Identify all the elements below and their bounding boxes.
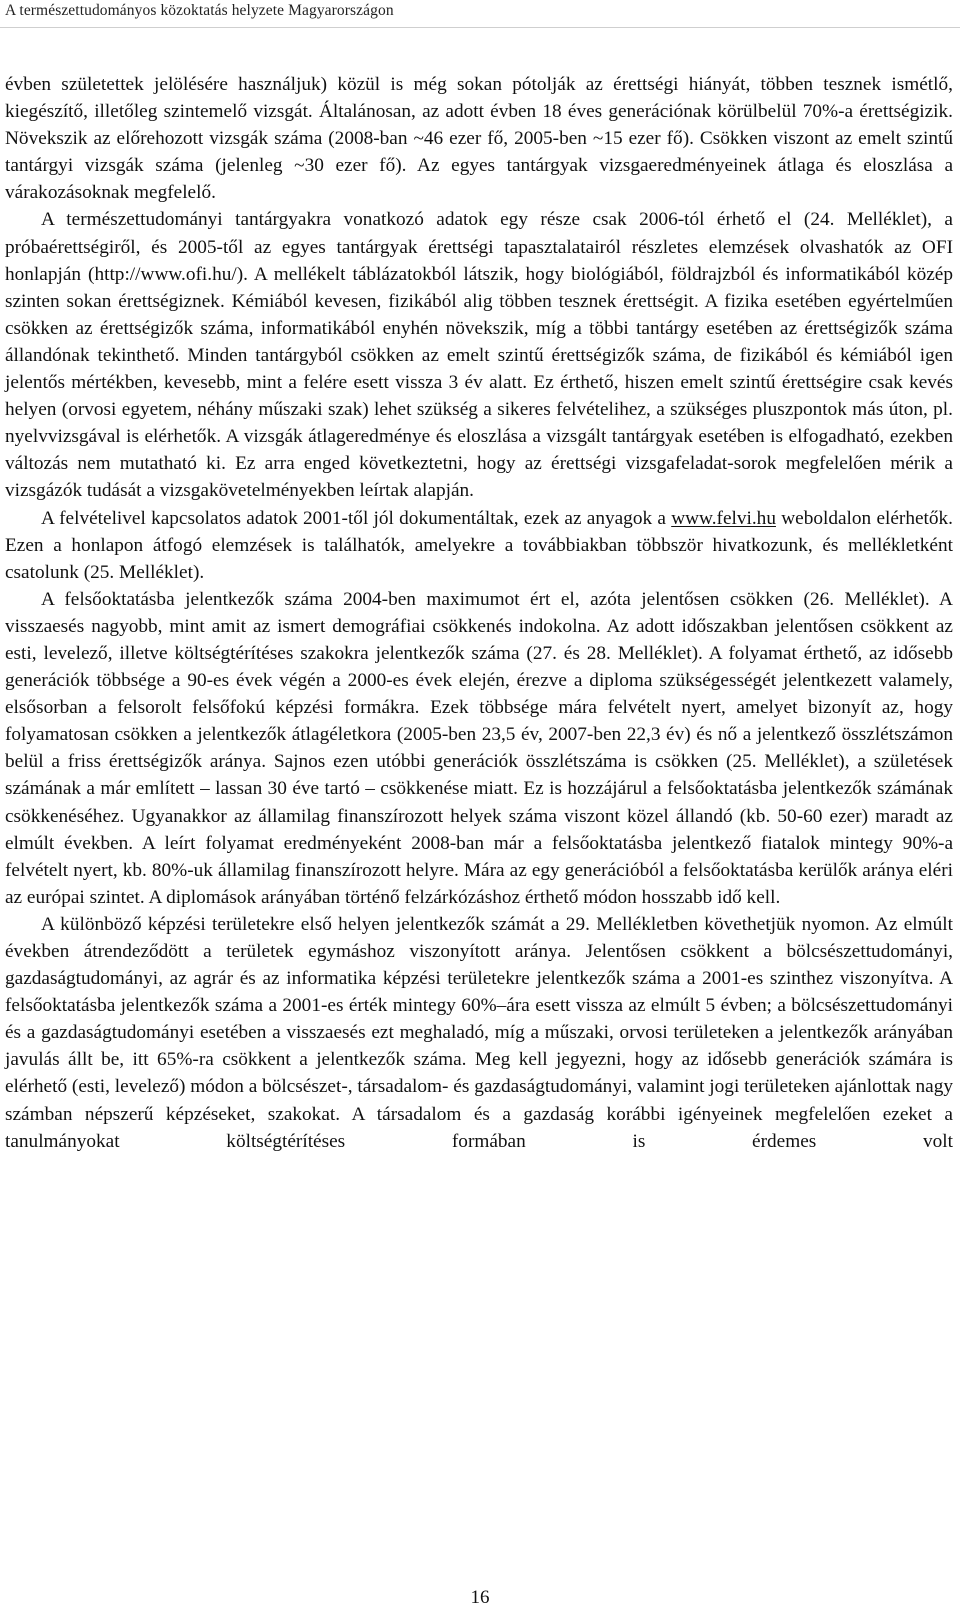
- paragraph-text: A felvételivel kapcsolatos adatok 2001-től jól dokumentáltak, ezek az anyagok a: [41, 507, 672, 529]
- paragraph: A természettudományi tantárgyakra vonatkozó adatok egy része csak 2006-tól érhető el (24. Melléklet), a próbaérettségiről, és 2005-től az egyes tantárgyak érettségi tapasztalatairól részletes elemzések olvashatók az OFI honlapján (http://www.ofi.hu/). A mellékelt táblázatokból látszik, hogy biológiából, földrajzból és informatikából közép szinten sokan érettségiznek. Kémiából kevesen, fizikából alig többen tesznek érettségit. A fizika esetében egyértelműen csökken az érettségizők száma, informatikából enyhén növekszik, míg a többi tantárgy esetében az érettségizők száma állandónak tekinthető. Minden tantárgyból csökken az emelt szintű érettségizők száma, de fizikából és kémiából igen jelentős mértékben, kevesebb, mint a felére esett vissza 3 év alatt. Ez érthető, hiszen emelt szintű érettségire csak kevés helyen (orvosi egyetem, néhány műszaki szak) lehet szükség a sikeres felvételihez, a szükséges pluszpontok más úton, pl. nyelvvizsgával is elérhetők. A vizsgák átlageredménye és eloszlása a vizsgált tantárgyak esetében is elfogadható, ezekben változás nem mutatható ki. Ez arra enged következtetni, hogy az érettségi vizsgafeladat-sorok megfelelően mérik a vizsgázók tudását a vizsgakövetelményekben leírtak alapján.: [5, 209, 953, 502]
- paragraph: [5, 505, 953, 586]
- paragraph: A különböző képzési területekre első helyen jelentkezők számát a 29. Mellékletben követhetjük nyomon. Az elmúlt években átrendeződött a területek egymáshoz viszonyított aránya. Jelentősen csökkent a bölcsészettudományi, gazdaságtudományi, az agrár és az informatika képzési területekre jelentkezők száma a 2001-es szinthez viszonyítva. A felsőoktatásba jelentkezők száma a 2001-es érték mintegy 60%–ára esett vissza az elmúlt 5 évben; a bölcsészettudományi és a gazdaságtudományi esetében a visszaesés ezt meghaladó, míg a műszaki, orvosi területeken a jelentkezők arányában javulás állt be, itt 65%-ra csökkent a jelentkezők száma. Meg kell jegyezni, hogy az idősebb generációk számára is elérhető (esti, levelező) módon a bölcsészet-, társadalom- és gazdaságtudományi, valamint jogi területeken ajánlottak nagy számban népszerű képzéseket, szakokat. A társadalom és a gazdaság korábbi igényeinek megfelelően ezeket a tanulmányokat költségtérítéses formában is érdemes volt: [5, 913, 953, 1152]
- paragraph-text: weboldalon elérhetők. Ezen a honlapon átfogó elemzések is találhatók, amelyekre a továbbiakban többször hivatkozunk, és mellékletként csatolunk (25. Melléklet).: [5, 507, 953, 583]
- paragraph: A felsőoktatásba jelentkezők száma 2004-ben maximumot ért el, azóta jelentősen csökken (26. Melléklet). A visszaesés nagyobb, mint amit az ismert demográfiai csökkenés indokolna. Az adott időszakban jelentősen csökkent az esti, levelező, illetve költségtérítéses szakokra jelentkezők száma (27. és 28. Melléklet). A folyamat érthető, az idősebb generációk többsége a 90-es évek végén a 2000-es évek elején, érezve a diploma szükségességét jelentkezett valamely, elsősorban a felsorolt felsőfokú képzési formákra. Ezek többsége mára felvételt nyert, amelyet bizonyít az, hogy folyamatosan csökken a jelentkezők átlagéletkora (2005-ben 23,5 év, 2007-ben 22,3 év) és nő a jelentkező összlétszámon belül a friss érettségizők aránya. Sajnos ezen utóbbi generációk összlétszáma is csökken (25. Melléklet), a születések számának a már említett – lassan 30 éve tartó – csökkenése miatt. Ez is hozzájárul a felsőoktatásba jelentkezők számának csökkenéséhez. Ugyanakkor az államilag finanszírozott helyek száma viszont közel állandó (kb. 50-60 ezer) maradt az elmúlt években. A leírt folyamat eredményeként 2008-ban már a felsőoktatásba jelentkező fiatalok mintegy 90%-a felvételt nyert, kb. 80%-uk államilag finanszírozott helyre. Mára az egy generációból a felsőoktatásba kerülők aránya eléri az európai szintet. A diplomások arányában történő felzárkózáshoz érthető módon hosszabb idő kell.: [5, 588, 953, 908]
- header-divider: [0, 27, 960, 28]
- body-text: [5, 71, 953, 1155]
- running-header: A természettudományos közoktatás helyzete Magyarországon: [5, 2, 394, 19]
- felvi-link[interactable]: www.felvi.hu: [671, 507, 776, 529]
- paragraph: évben születettek jelölésére használjuk) közül is még sokan pótolják az érettségi hiányát, többen tesznek ismétlő, kiegészítő, illetőleg szintemelő vizsgát. Általánosan, az adott évben 18 éves generációnak körülbelül 70%-a érettségizik. Növekszik az előrehozott vizsgák száma (2008-ban ~46 ezer fő, 2005-ben ~15 ezer fő). Csökken viszont az emelt szintű tantárgyi vizsgák száma (jelenleg ~30 ezer fő). Az egyes tantárgyak vizsgaeredményeinek átlaga és eloszlása a várakozásoknak megfelelő.: [5, 74, 953, 204]
- page-number: 16: [470, 1587, 490, 1608]
